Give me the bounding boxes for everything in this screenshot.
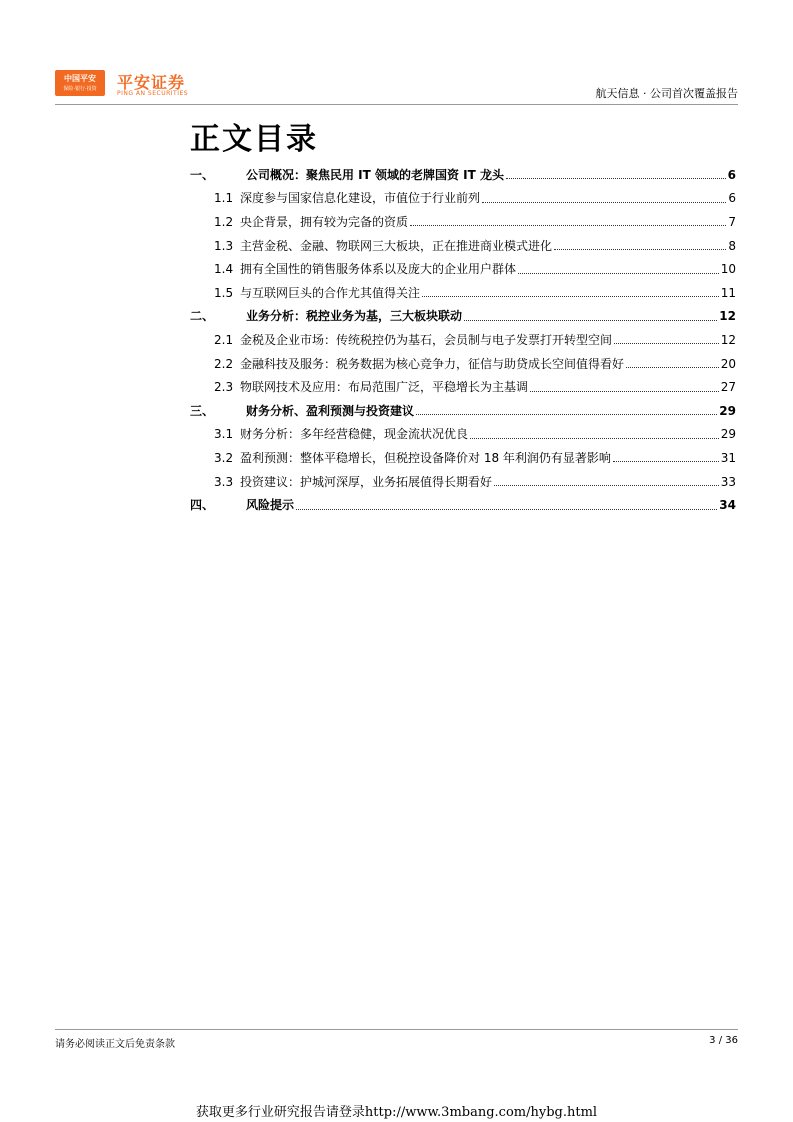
toc-leader-dots bbox=[518, 263, 719, 274]
toc-entry-label: 业务分析：税控业务为基，三大板块联动 bbox=[246, 309, 463, 324]
toc-entry[interactable] bbox=[190, 163, 736, 187]
page-header bbox=[55, 70, 738, 102]
toc-entry-page: 33 bbox=[720, 474, 736, 489]
toc-entry[interactable] bbox=[190, 423, 736, 447]
toc-entry[interactable] bbox=[190, 470, 736, 494]
toc-entry[interactable] bbox=[190, 305, 736, 329]
toc-entry-page: 6 bbox=[727, 167, 736, 182]
toc-entry[interactable] bbox=[190, 446, 736, 470]
toc-entry-label: 与互联网巨头的合作尤其值得关注 bbox=[240, 285, 421, 300]
toc-entry-number: 3.2 bbox=[214, 450, 234, 465]
toc-leader-dots bbox=[482, 192, 726, 203]
toc-entry[interactable] bbox=[190, 257, 736, 281]
toc-entry-number: 四、 bbox=[190, 498, 215, 513]
toc-entry-number: 3.1 bbox=[214, 427, 234, 442]
toc-entry[interactable] bbox=[190, 210, 736, 234]
logo-subtext: 保险·银行·投资 bbox=[63, 86, 97, 92]
toc-entry-number: 2.2 bbox=[214, 356, 234, 371]
toc-leader-dots bbox=[464, 310, 717, 321]
toc-leader-dots bbox=[422, 286, 719, 297]
toc-entry-page: 10 bbox=[720, 262, 736, 277]
toc-leader-dots bbox=[530, 381, 719, 392]
brand-name-en: PING AN SECURITIES bbox=[117, 90, 189, 97]
toc-entry-page: 20 bbox=[720, 356, 736, 371]
toc-entry[interactable] bbox=[190, 187, 736, 211]
toc-entry-number: 2.3 bbox=[214, 380, 234, 395]
toc-leader-dots bbox=[506, 168, 726, 179]
logo-text: 中国平安 bbox=[64, 74, 96, 83]
toc-entry-label: 拥有全国性的销售服务体系以及庞大的企业用户群体 bbox=[240, 262, 517, 277]
toc-entry[interactable] bbox=[190, 399, 736, 423]
toc-entry-page: 31 bbox=[720, 450, 736, 465]
toc-entry-number: 一、 bbox=[190, 167, 215, 182]
toc-entry-number: 1.2 bbox=[214, 214, 234, 229]
toc-entry[interactable] bbox=[190, 328, 736, 352]
toc-entry-label: 盈利预测：整体平稳增长，但税控设备降价对 18 年利润仍有显著影响 bbox=[240, 450, 611, 465]
toc-entry-number: 3.3 bbox=[214, 474, 234, 489]
toc-entry-label: 主营金税、金融、物联网三大板块，正在推进商业模式进化 bbox=[240, 238, 553, 253]
toc-entry-label: 财务分析：多年经营稳健，现金流状况优良 bbox=[240, 427, 469, 442]
toc-entry-label: 公司概况：聚焦民用 IT 领域的老牌国资 IT 龙头 bbox=[246, 167, 505, 182]
toc-entry-label: 物联网技术及应用：布局范围广泛，平稳增长为主基调 bbox=[240, 380, 529, 395]
toc-leader-dots bbox=[614, 333, 719, 344]
toc-entry-number: 1.5 bbox=[214, 285, 234, 300]
toc-leader-dots bbox=[626, 357, 719, 368]
report-title: 航天信息 · 公司首次覆盖报告 bbox=[595, 87, 738, 100]
toc-entry[interactable] bbox=[190, 281, 736, 305]
toc-entry-label: 投资建议：护城河深厚，业务拓展值得长期看好 bbox=[240, 474, 493, 489]
toc-entry-page: 29 bbox=[719, 403, 736, 418]
toc-entry-page: 29 bbox=[720, 427, 736, 442]
toc-entry-label: 风险提示 bbox=[246, 498, 295, 513]
toc-entry[interactable] bbox=[190, 493, 736, 517]
toc-entry-page: 34 bbox=[719, 498, 736, 513]
footer-divider bbox=[55, 1029, 738, 1030]
toc-entry-number: 1.1 bbox=[214, 191, 234, 206]
toc-entry-label: 深度参与国家信息化建设，市值位于行业前列 bbox=[240, 191, 481, 206]
toc-entry-page: 12 bbox=[719, 309, 736, 324]
toc-entry-label: 金税及企业市场：传统税控仍为基石，会员制与电子发票打开转型空间 bbox=[240, 332, 613, 347]
toc-entry-page: 8 bbox=[728, 238, 736, 253]
footer-disclaimer: 请务必阅读正文后免责条款 bbox=[55, 1039, 175, 1050]
footer-page-number: 3 / 36 bbox=[709, 1035, 738, 1046]
toc-entry-page: 12 bbox=[720, 332, 736, 347]
toc-entry-number: 二、 bbox=[190, 309, 215, 324]
toc-leader-dots bbox=[296, 499, 717, 510]
toc-entry[interactable] bbox=[190, 234, 736, 258]
toc-entry[interactable] bbox=[190, 375, 736, 399]
toc-leader-dots bbox=[416, 404, 717, 415]
toc-entry-number: 三、 bbox=[190, 403, 215, 418]
toc-entry-number: 1.4 bbox=[214, 262, 234, 277]
toc-entry-label: 财务分析、盈利预测与投资建议 bbox=[246, 403, 415, 418]
page-title: 正文目录 bbox=[190, 122, 318, 157]
toc-leader-dots bbox=[410, 215, 726, 226]
toc-entry-number: 1.3 bbox=[214, 238, 234, 253]
toc-entry-number: 2.1 bbox=[214, 332, 234, 347]
toc-entry-page: 27 bbox=[720, 380, 736, 395]
toc-leader-dots bbox=[494, 475, 719, 486]
ping-an-logo bbox=[55, 70, 105, 96]
watermark-link[interactable]: 获取更多行业研究报告请登录http://www.3mbang.com/hybg.html bbox=[195, 1105, 598, 1120]
toc-entry-page: 7 bbox=[728, 214, 736, 229]
brand-name-cn: 平安证券 bbox=[117, 73, 186, 92]
toc-leader-dots bbox=[470, 428, 719, 439]
toc-entry-label: 央企背景，拥有较为完备的资质 bbox=[240, 214, 409, 229]
header-divider bbox=[55, 104, 738, 105]
table-of-contents bbox=[190, 163, 736, 517]
toc-entry-page: 11 bbox=[720, 285, 736, 300]
toc-leader-dots bbox=[613, 451, 719, 462]
toc-entry[interactable] bbox=[190, 352, 736, 376]
toc-entry-label: 金融科技及服务：税务数据为核心竞争力，征信与助贷成长空间值得看好 bbox=[240, 356, 625, 371]
toc-leader-dots bbox=[554, 239, 726, 250]
toc-entry-page: 6 bbox=[728, 191, 736, 206]
